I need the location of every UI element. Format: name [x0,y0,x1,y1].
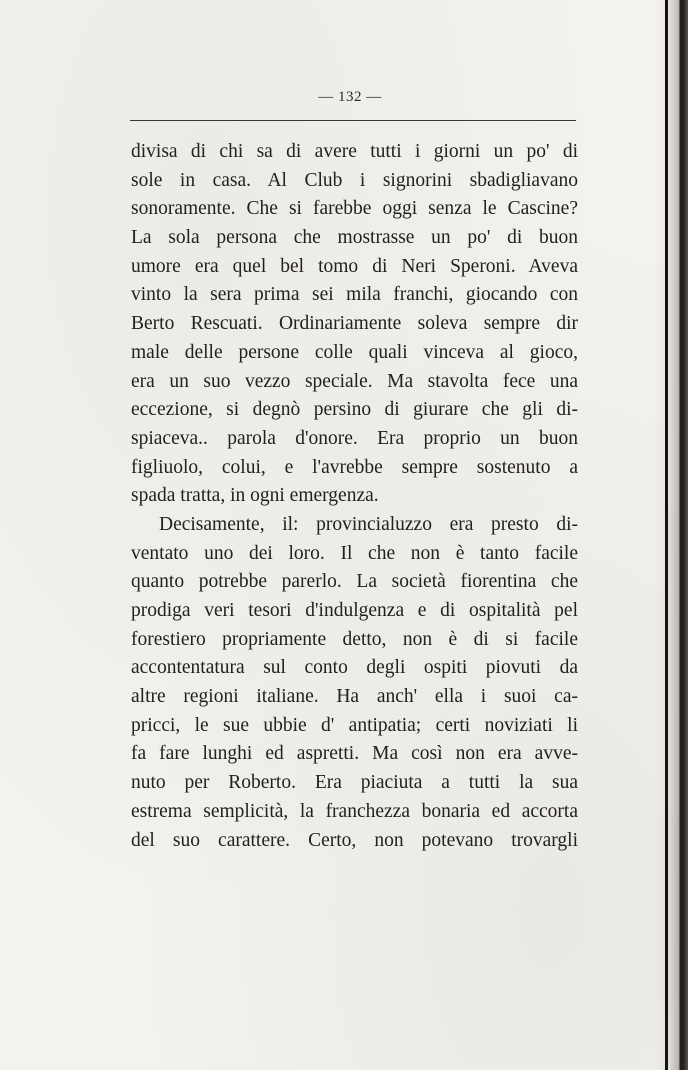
text-line: accontentatura sul conto degli ospiti piovuti da [131,657,578,679]
text-line: La sola persona che mostrasse un po' di buon [131,227,578,249]
text-line: forestiero propriamente detto, non è di si facile [131,628,578,650]
text-line: male delle persone colle quali vinceva al gioco, [131,341,578,363]
book-binding-edge [665,0,668,1070]
page-number: — 132 — [318,89,382,105]
text-line: del suo carattere. Certo, non potevano trovargli [131,829,578,851]
text-line: eccezione, si degnò persino di giurare che gli di- [131,399,578,421]
text-line: divisa di chi sa di avere tutti i giorni un po' di [131,141,578,162]
text-line: prodiga veri tesori d'indulgenza e di ospitalità pel [131,600,578,621]
text-line-paragraph-end: spada tratta, in ogni emergenza. [131,485,379,507]
text-line: altre regioni italiane. Ha anch' ella i suoi ca- [131,686,578,708]
text-line: era un suo vezzo speciale. Ma stavolta fece una [131,370,578,392]
text-line: nuto per Roberto. Era piaciuta a tutti la sua [131,772,578,794]
book-spine-shadow [654,0,688,1070]
header-rule [130,120,576,121]
text-line: fa fare lunghi ed aspretti. Ma così non era avve- [131,743,578,765]
text-line: ventato uno dei loro. Il che non è tanto facile [131,542,578,564]
text-line: umore era quel bel tomo di Neri Speroni. Aveva [131,255,578,277]
text-line: sonoramente. Che si farebbe oggi senza le Cascine? [131,198,578,220]
text-line-paragraph-start: Decisamente, il: provincialuzzo era presto di- [159,513,578,535]
body-text [131,138,578,855]
text-line: spiaceva.. parola d'onore. Era proprio un buon [131,427,578,449]
text-line: figliuolo, colui, e l'avrebbe sempre sostenuto a [131,456,578,478]
text-line: pricci, le sue ubbie d' antipatia; certi noviziati li [131,714,578,736]
text-line: vinto la sera prima sei mila franchi, giocando con [131,284,578,306]
text-line: sole in casa. Al Club i signorini sbadigliavano [131,169,578,191]
text-line: estrema semplicità, la franchezza bonaria ed accorta [131,800,578,822]
text-line: Berto Rescuati. Ordinariamente soleva sempre dir [131,313,578,335]
text-line: quanto potrebbe parerlo. La società fiorentina che [131,571,578,593]
